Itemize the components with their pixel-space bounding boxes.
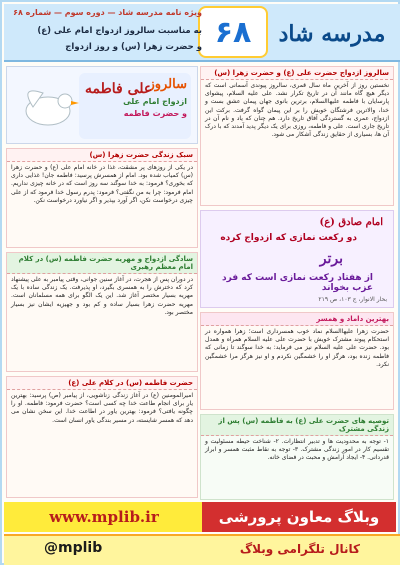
website-link[interactable]: www.mplib.ir	[4, 502, 204, 532]
footer	[4, 534, 400, 565]
poster-line-1: سالروز	[148, 77, 187, 92]
weblog-banner: وبلاگ معاون پرورشی	[202, 502, 396, 532]
lifestyle-text: در یکی از روزهای پر مشقت، غذا در خانه امام علی (ع) و حضرت زهرا (س) کمیاب شده بود. امام از همسرش پرسید: فاطمه جان! غذایی داری که بخوری؟ فرمود: به خدا سوگند سه روز است که در خانه چیزی نداریم. امام فرمود: چرا به من نگفتی؟ فرمود: پدرم رسول خدا فرمود که از علی چیزی درخواست نکن، اگر آورد بپذیر و اگر نیاورد درخواست نکن.	[11, 164, 193, 204]
telegram-handle[interactable]: @mplib	[44, 540, 103, 556]
marriage-text: در دوران پس از هجرت، در آغاز سنین جوانی، وقتی پیامبر به علی پیشنهاد کرد که دخترش را به همسری بگیرد، او پذیرفت. یک زندگی ساده با یک مهریه بسیار مختصر آغاز شد. این یک الگو برای همه مسلمانان است. مهریه حضرت زهرا بسیار ساده و کم بود و جهیزیه ایشان نیز بسیار مختصر بود.	[11, 276, 193, 316]
hadith-poster	[200, 210, 394, 308]
anniversary-section	[200, 66, 394, 206]
hadith-line-1: دو رکعت نمازی که ازدواج کرده	[220, 233, 357, 243]
telegram-channel-label: کانال تلگرامی وبلاگ	[239, 542, 360, 556]
advice-text: ۱- توجه به محدودیت ها و تدبیر انتظارات. ۲- شناخت حیطه مسئولیت و تقسیم کار در امور زندگی مشترک. ۳- توجه به نقاط مثبت همسر و ابراز قدردانی. ۴- ایجاد آرامش و محبت در فضای خانه.	[205, 438, 390, 462]
best-spouse-title: بهترین داماد و همسر	[201, 313, 393, 326]
fatemeh-section	[6, 376, 198, 498]
poster-line-3: و حضرت فاطمه	[123, 109, 187, 118]
poster-line-2: ازدواج امام علی	[123, 97, 187, 106]
header-occasion-1: به مناسبت سالروز ازدواج امام علی (ع)	[37, 26, 202, 36]
lifestyle-section	[6, 148, 198, 248]
poster-line-4: علی فاطمه	[85, 81, 153, 97]
hadith-line-2: برتر	[319, 251, 343, 267]
poster-top-image	[6, 66, 198, 144]
hadith-narrator: امام صادق (ع)	[319, 217, 383, 228]
dove-icon	[13, 73, 83, 139]
issue-number: ۶۸	[198, 6, 268, 58]
fatemeh-title: حضرت فاطمه (س) در کلام علی (ع)	[7, 377, 197, 390]
magazine-title: مدرسه شاد	[278, 21, 386, 47]
anniversary-title: سالروز ازدواج حضرت علی (ع) و حضرت زهرا (س)	[201, 67, 393, 80]
header-subtitle: ویژه نامه مدرسه شاد — دوره سوم — شماره ۶۸	[13, 8, 202, 17]
advice-title: توصیه های حضرت علی (ع) به فاطمه (س) پس از زندگی مشترک	[201, 415, 393, 436]
fatemeh-text: امیرالمومنین (ع) در آغاز زندگی زناشویی، از پیامبر (ص) پرسید: بهترین یار برای انجام طاعت خدا چه کسی است؟ حضرت فرمود: فاطمه. او را چگونه یافتی؟ فرمود: بهترین یاور در اطاعت خدا. این سخن نشان می دهد که همسر شایسته، در مسیر بندگی یاور انسان است.	[11, 392, 193, 424]
marriage-title: سادگی ازدواج و مهریه حضرت فاطمه (س) در کلام امام معظم رهبری	[7, 253, 197, 274]
lifestyle-title: سبک زندگی حضرت زهرا (س)	[7, 149, 197, 162]
anniversary-text: نخستین روز از آخرین ماه سال قمری، سالروز پیوندی آسمانی است که دیگر هیچ گاه مانند آن در تاریخ تکرار نشد. علی علیه السلام، پیشوای پارسایان با فاطمه علیهاالسلام، برترین بانوی جهان پیمان عشق بست و خدا، والاترین فرشتگان خویش را بر این پیمان گواه گرفت. برکت این ازدواج، عمری به گستردگی آفاق تاریخ دارد. هم چنان که یاد و نام آن در تاریخ جاری است. علی و فاطمه، روزی برای یک دیگر پدید آمدند که با درک آن ها، بسیاری از حقایق زندگی آشکار می شود.	[205, 82, 389, 139]
hadith-line-3: از هفتاد رکعت نمازی است که فرد عزب بخواند	[222, 273, 373, 293]
hadith-source: بحار الانوار، ج ۱۰۳، ص ۲۱۹	[318, 296, 387, 303]
best-spouse-text: حضرت زهرا علیهاالسلام نماد خوب همسرداری است؛ زهرا همواره در استحکام پیوند مشترک خویش با حضرت علی علیه السلام همراه و همدل بود. حضرت علی علیه السلام نیز می فرماید: به خدا سوگند تا زمانی که فاطمه زنده بود، هرگز او را خشمگین نکردم و او نیز هرگز مرا خشمگین نکرد.	[205, 328, 389, 368]
header-occasion-2: و حضرت زهرا (س) و روز ازدواج	[65, 42, 202, 52]
advice-section	[200, 414, 394, 500]
best-spouse-section	[200, 312, 394, 410]
poster-title-block	[79, 73, 191, 139]
header	[4, 4, 400, 62]
marriage-section	[6, 252, 198, 372]
